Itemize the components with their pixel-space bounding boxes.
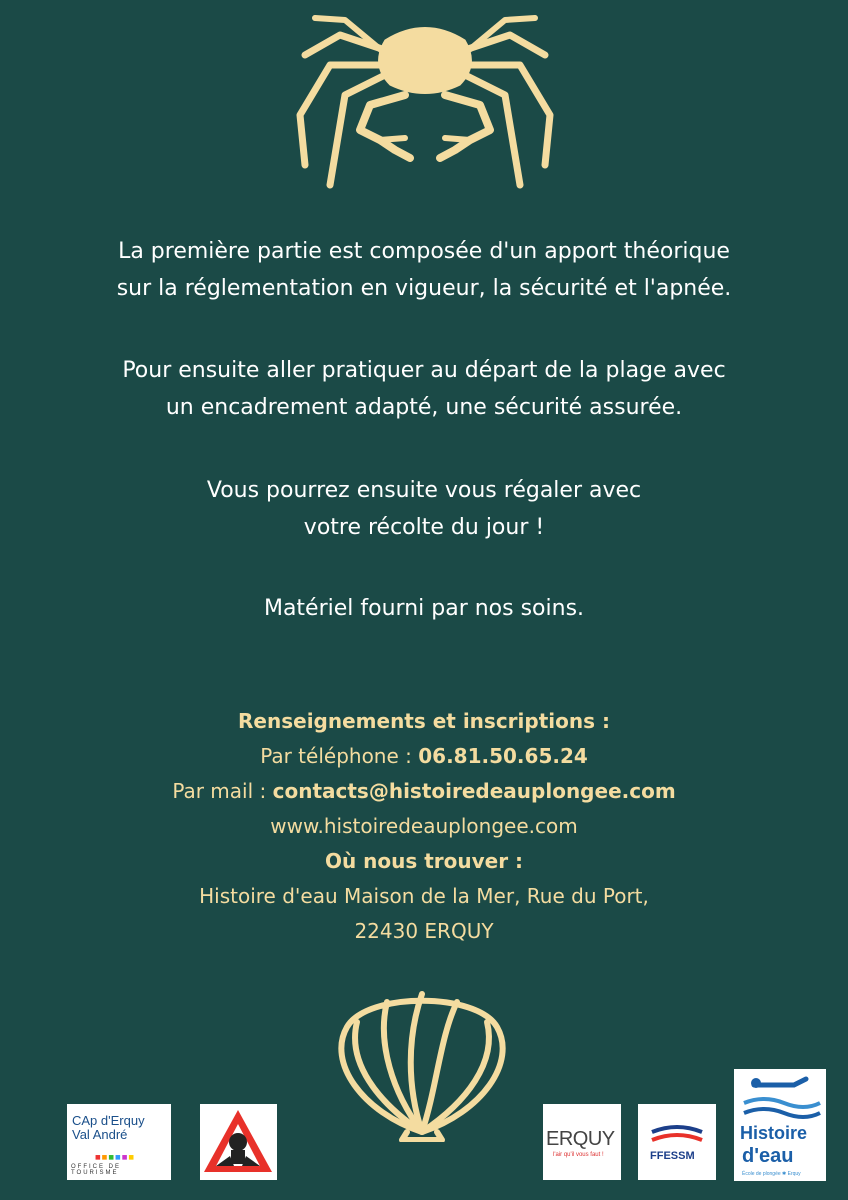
paragraph-line: Matériel fourni par nos soins. xyxy=(263,596,585,621)
cap-logo-line: CAp d'Erquy xyxy=(72,1113,145,1128)
ffessm-logo-text: FFESSM xyxy=(650,1150,695,1162)
phone-label: Par téléphone : xyxy=(260,744,419,768)
diver-swimming-icon xyxy=(734,1073,826,1123)
erquy-logo xyxy=(543,1104,621,1180)
histoire-deau-logo xyxy=(734,1069,826,1181)
cap-logo-line: Val André xyxy=(72,1127,128,1142)
wave-icon xyxy=(638,1114,716,1154)
intro-paragraph xyxy=(40,233,808,307)
erquy-logo-tagline: l'air qu'il vous faut ! xyxy=(553,1152,604,1158)
mail-address[interactable]: contacts@histoiredeauplongee.com xyxy=(272,779,676,803)
harvest-paragraph xyxy=(40,472,808,546)
contact-heading: Renseignements et inscriptions : xyxy=(238,709,610,733)
erquy-logo-text: ERQUY xyxy=(546,1128,615,1150)
paragraph-line: votre récolte du jour ! xyxy=(303,515,545,540)
paragraph-line: La première partie est composée d'un apport théorique xyxy=(118,239,730,264)
diver-flag-logo xyxy=(200,1104,277,1180)
equipment-paragraph xyxy=(40,590,808,627)
address-line: Histoire d'eau Maison de la Mer, Rue du Port, xyxy=(199,884,649,908)
practice-paragraph xyxy=(40,352,808,426)
paragraph-line: Pour ensuite aller pratiquer au départ de la plage avec xyxy=(122,358,726,383)
address-line: 22430 ERQUY xyxy=(354,919,494,943)
diver-icon xyxy=(200,1104,277,1180)
histoire-logo-line: Histoire xyxy=(740,1123,808,1143)
website-link[interactable]: www.histoiredeauplongee.com xyxy=(270,814,578,838)
phone-line xyxy=(40,739,808,774)
paragraph-line: Vous pourrez ensuite vous régaler avec xyxy=(206,478,642,503)
scallop-shell-icon xyxy=(322,982,522,1142)
paragraph-line: sur la réglementation en vigueur, la sécurité et l'apnée. xyxy=(116,276,732,301)
contact-section xyxy=(40,704,808,949)
color-dots: ■■■■■■ xyxy=(95,1154,136,1161)
location-heading: Où nous trouver : xyxy=(324,849,524,873)
histoire-logo-line: d'eau xyxy=(742,1145,794,1167)
phone-number[interactable]: 06.81.50.65.24 xyxy=(418,744,588,768)
mail-label: Par mail : xyxy=(172,779,273,803)
histoire-logo-tagline: École de plongée ✱ Erquy xyxy=(742,1171,801,1177)
cap-erquy-logo xyxy=(67,1104,171,1180)
ffessm-logo xyxy=(638,1104,716,1180)
paragraph-line: un encadrement adapté, une sécurité assurée. xyxy=(165,395,683,420)
mail-line xyxy=(40,774,808,809)
crab-icon xyxy=(285,10,565,195)
cap-logo-subtitle: OFFICE DE TOURISME xyxy=(71,1164,122,1176)
